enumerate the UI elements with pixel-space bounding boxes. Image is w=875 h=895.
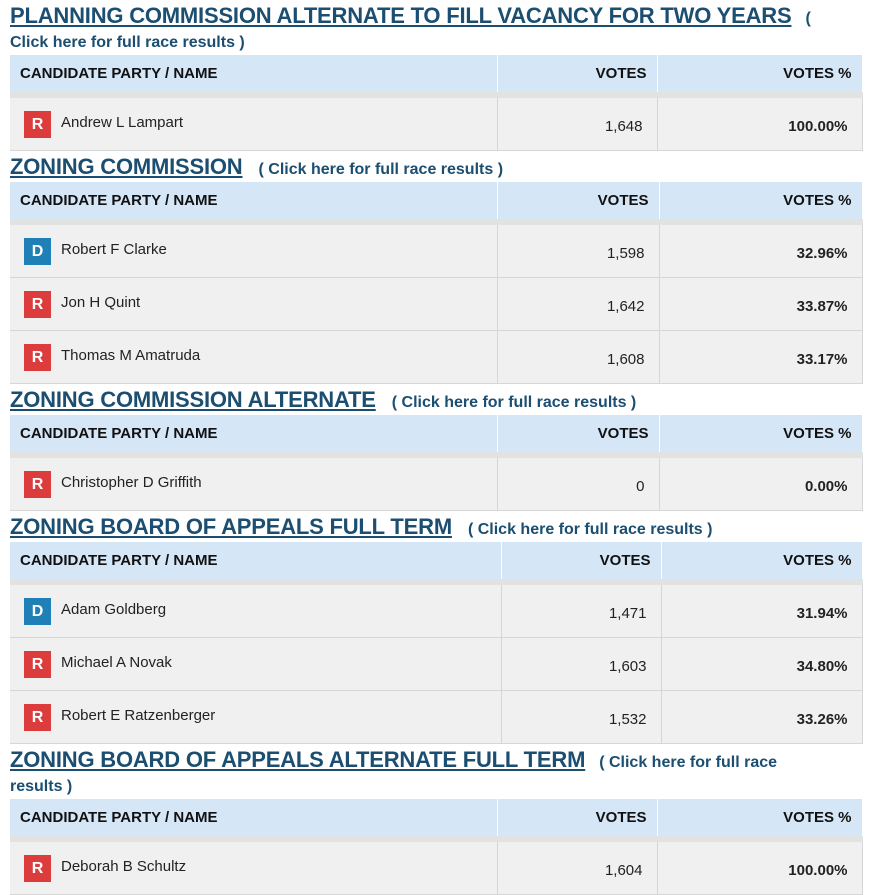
candidate-name: Robert F Clarke: [61, 240, 167, 258]
candidate-cell: [10, 839, 497, 895]
candidate: [24, 855, 483, 882]
candidate-cell: [10, 331, 497, 384]
race-section: [0, 511, 875, 744]
header-votes: VOTES: [497, 415, 659, 455]
race-title-block: [0, 511, 860, 542]
table-header-row: [10, 182, 862, 222]
candidate-name: Jon H Quint: [61, 293, 141, 311]
full-results-link[interactable]: ( Click here for full race results ): [467, 521, 713, 538]
header-candidate-party-name: CANDIDATE PARTY / NAME: [10, 182, 497, 222]
candidate: [24, 111, 483, 138]
full-results-link-continued[interactable]: results ): [10, 778, 73, 795]
candidate-cell: [10, 95, 497, 151]
full-results-link[interactable]: ( Click here for full race results ): [391, 394, 637, 411]
candidate-name: Christopher D Griffith: [61, 473, 202, 491]
race-title[interactable]: PLANNING COMMISSION ALTERNATE TO FILL VACANCY FOR TWO YEARS: [10, 3, 792, 28]
header-votes-percent: VOTES %: [661, 542, 862, 582]
header-candidate-party-name: CANDIDATE PARTY / NAME: [10, 55, 497, 95]
race-title-block: [0, 384, 860, 415]
candidate: [24, 471, 483, 498]
candidate-votes: 1,532: [501, 691, 661, 744]
party-badge-democrat-icon: D: [24, 598, 51, 625]
candidate-votes: 1,608: [497, 331, 659, 384]
table-row: [10, 582, 862, 638]
candidate-cell: [10, 638, 501, 691]
table-row: [10, 839, 862, 895]
candidate: [24, 238, 483, 265]
header-votes-percent: VOTES %: [657, 55, 862, 95]
full-results-link[interactable]: (: [805, 10, 811, 27]
candidate-votes-percent: 33.17%: [659, 331, 862, 384]
table-row: [10, 278, 862, 331]
header-votes: VOTES: [497, 55, 657, 95]
table-header-row: [10, 542, 862, 582]
race-title-block: [0, 151, 860, 182]
header-candidate-party-name: CANDIDATE PARTY / NAME: [10, 542, 501, 582]
table-row: [10, 638, 862, 691]
table-header-row: [10, 415, 862, 455]
race-title[interactable]: ZONING COMMISSION: [10, 154, 243, 179]
party-badge-republican-icon: R: [24, 291, 51, 318]
candidate-votes-percent: 33.26%: [661, 691, 862, 744]
candidate-votes-percent: 0.00%: [659, 455, 862, 511]
full-results-link[interactable]: ( Click here for full race: [599, 754, 778, 771]
candidate-name: Thomas M Amatruda: [61, 346, 201, 364]
race-title-block: [0, 744, 860, 799]
results-table: [10, 799, 863, 895]
party-badge-republican-icon: R: [24, 651, 51, 678]
results-table: [10, 182, 863, 384]
party-badge-democrat-icon: D: [24, 238, 51, 265]
header-votes: VOTES: [497, 182, 659, 222]
candidate-name: Michael A Novak: [61, 653, 172, 671]
race-title-block: [0, 0, 860, 55]
party-badge-republican-icon: R: [24, 855, 51, 882]
table-row: [10, 222, 862, 278]
results-table: [10, 55, 863, 151]
candidate-cell: [10, 455, 497, 511]
candidate-votes-percent: 34.80%: [661, 638, 862, 691]
header-votes-percent: VOTES %: [657, 799, 862, 839]
race-section: [0, 0, 875, 151]
results-table: [10, 542, 863, 744]
candidate-votes-percent: 100.00%: [657, 95, 862, 151]
table-row: [10, 691, 862, 744]
full-results-link-continued[interactable]: Click here for full race results ): [10, 34, 245, 51]
party-badge-republican-icon: R: [24, 344, 51, 371]
header-votes: VOTES: [501, 542, 661, 582]
table-row: [10, 455, 862, 511]
candidate-votes: 1,603: [501, 638, 661, 691]
header-candidate-party-name: CANDIDATE PARTY / NAME: [10, 799, 497, 839]
table-header-row: [10, 55, 862, 95]
race-section: [0, 384, 875, 511]
candidate-cell: [10, 278, 497, 331]
candidate-votes: 1,648: [497, 95, 657, 151]
candidate-votes-percent: 31.94%: [661, 582, 862, 638]
race-title[interactable]: ZONING COMMISSION ALTERNATE: [10, 387, 376, 412]
candidate-votes-percent: 32.96%: [659, 222, 862, 278]
header-candidate-party-name: CANDIDATE PARTY / NAME: [10, 415, 497, 455]
candidate-votes: 1,471: [501, 582, 661, 638]
race-section: [0, 744, 875, 895]
race-title[interactable]: ZONING BOARD OF APPEALS FULL TERM: [10, 514, 452, 539]
candidate-votes-percent: 33.87%: [659, 278, 862, 331]
candidate-votes-percent: 100.00%: [657, 839, 862, 895]
candidate: [24, 291, 483, 318]
header-votes: VOTES: [497, 799, 657, 839]
header-votes-percent: VOTES %: [659, 182, 862, 222]
candidate-votes: 0: [497, 455, 659, 511]
candidate-name: Deborah B Schultz: [61, 857, 187, 875]
table-header-row: [10, 799, 862, 839]
candidate-cell: [10, 582, 501, 638]
candidate-votes: 1,598: [497, 222, 659, 278]
candidate: [24, 344, 483, 371]
race-section: [0, 151, 875, 384]
header-votes-percent: VOTES %: [659, 415, 862, 455]
candidate: [24, 598, 487, 625]
party-badge-republican-icon: R: [24, 111, 51, 138]
candidate-name: Andrew L Lampart: [61, 113, 184, 131]
table-row: [10, 331, 862, 384]
candidate: [24, 651, 487, 678]
candidate-votes: 1,642: [497, 278, 659, 331]
race-title[interactable]: ZONING BOARD OF APPEALS ALTERNATE FULL TERM: [10, 747, 586, 772]
candidate-name: Robert E Ratzenberger: [61, 706, 216, 724]
candidate: [24, 704, 487, 731]
full-results-link[interactable]: ( Click here for full race results ): [258, 161, 504, 178]
candidate-cell: [10, 691, 501, 744]
candidate-cell: [10, 222, 497, 278]
candidate-name: Adam Goldberg: [61, 600, 167, 618]
party-badge-republican-icon: R: [24, 471, 51, 498]
table-row: [10, 95, 862, 151]
results-table: [10, 415, 863, 511]
party-badge-republican-icon: R: [24, 704, 51, 731]
candidate-votes: 1,604: [497, 839, 657, 895]
